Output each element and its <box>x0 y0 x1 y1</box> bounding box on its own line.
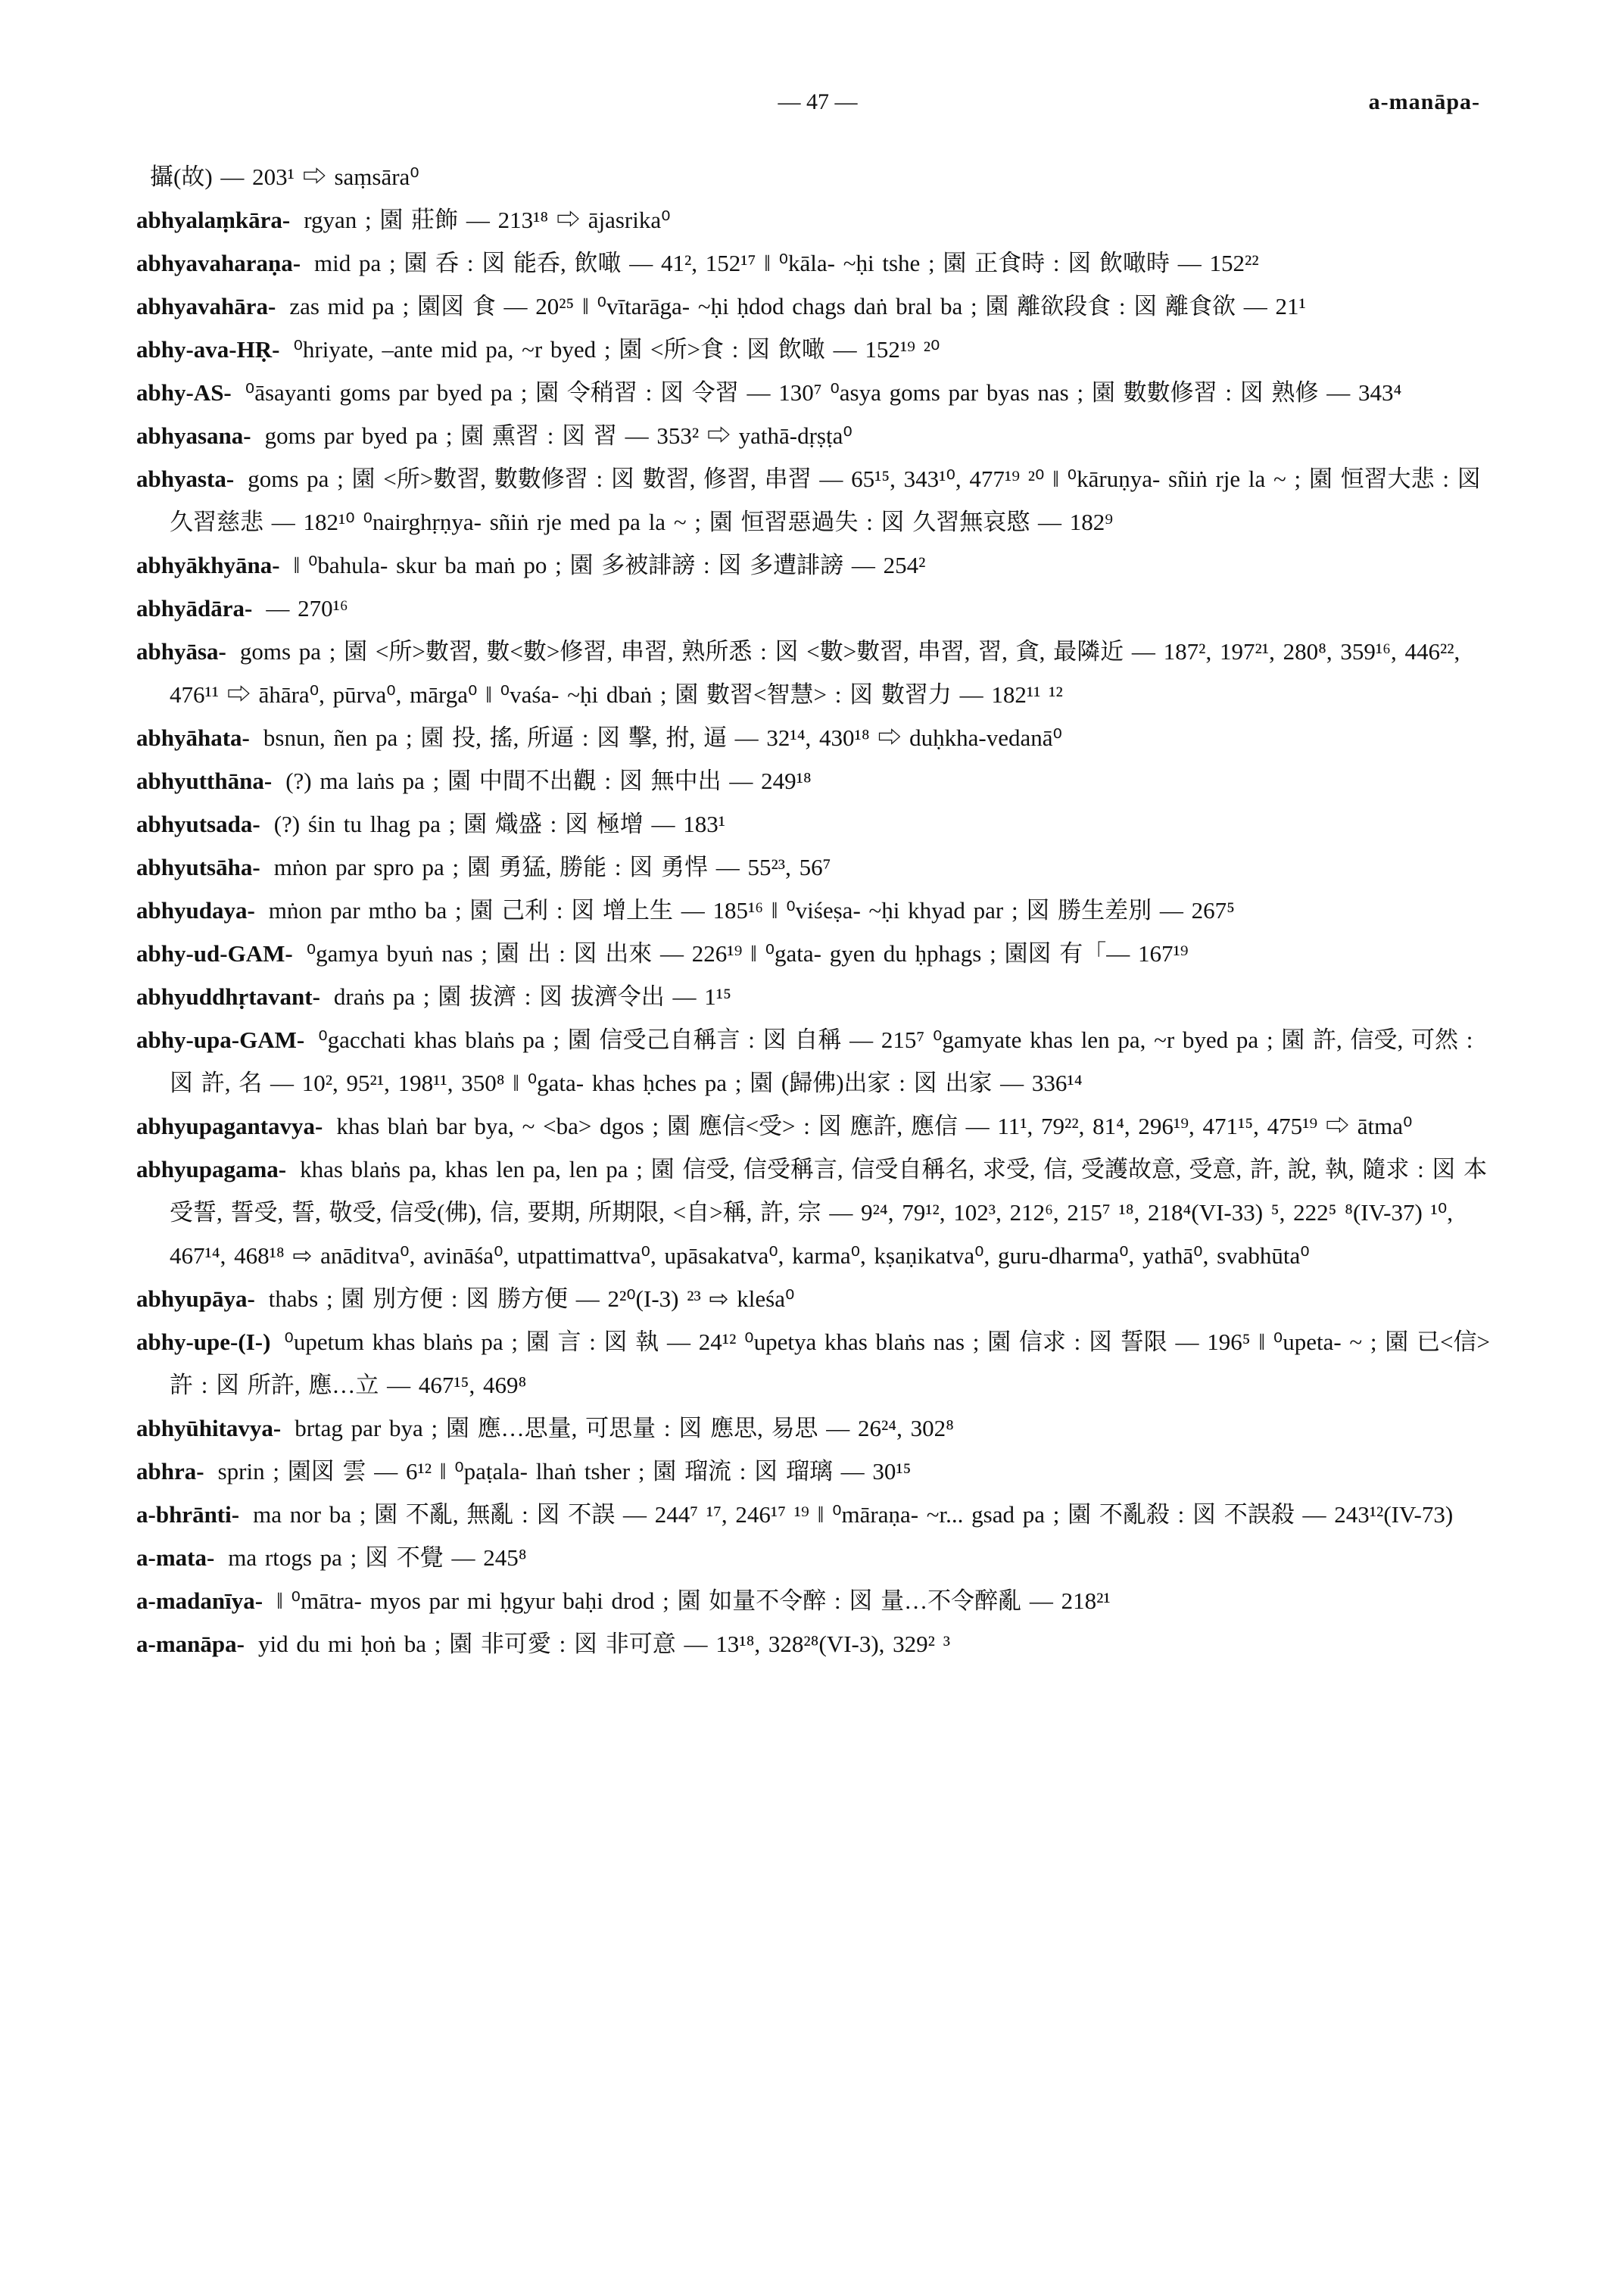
entry-body: rgyan ; 園 莊飾 — 213¹⁸ ⇨ ājasrika⁰ <box>304 207 671 233</box>
dictionary-entry <box>136 1407 1492 1450</box>
entry-body: zas mid pa ; 園図 食 — 20²⁵ ‖ ⁰vītarāga- ~ḥi ḥdod chags daṅ bral ba ; 園 離欲段食 : 図 離食欲 — 21¹ <box>289 293 1306 319</box>
entry-body: ⁰gacchati khas blaṅs pa ; 園 信受己自稱言 : 図 自稱 — 215⁷ ⁰gamyate khas len pa, ~r byed pa ; 園 許, 信受, 可然 : 図 許, 名 — 10², 95²¹, 198¹¹, 350⁸ ‖ ⁰gata- khas ḥches pa ; 園 (歸佛)出家 : 図 出家 — 336¹⁴ <box>170 1027 1473 1096</box>
entry-body: ‖ ⁰mātra- myos par mi ḥgyur baḥi drod ; 園 如量不令醉 : 図 量…不令醉亂 — 218²¹ <box>276 1587 1111 1614</box>
page-number: — 47 — <box>778 89 858 114</box>
dictionary-entry <box>136 716 1492 759</box>
entry-headword: abhyāsa- <box>136 638 226 665</box>
entry-headword: abhy-ava-HṚ- <box>136 336 280 363</box>
entry-body: 攝(故) — 203¹ ⇨ saṃsāra⁰ <box>150 164 419 190</box>
dictionary-entry <box>136 285 1492 328</box>
dictionary-entry <box>136 1320 1492 1407</box>
entry-headword: a-manāpa- <box>136 1631 245 1657</box>
dictionary-entry <box>136 198 1492 241</box>
entry-body: (?) śin tu lhag pa ; 園 熾盛 : 図 極增 — 183¹ <box>273 811 726 837</box>
entry-headword: abhyavaharaṇa- <box>136 250 301 276</box>
dictionary-entry <box>136 630 1492 716</box>
entry-body: ‖ ⁰bahula- skur ba maṅ po ; 園 多被誹謗 : 図 多遭誹謗 — 254² <box>293 552 926 578</box>
entry-body: mṅon par spro pa ; 園 勇猛, 勝能 : 図 勇悍 — 55²³, 56⁷ <box>273 854 831 880</box>
entry-headword: a-madanīya- <box>136 1587 263 1614</box>
entry-body: goms par byed pa ; 園 熏習 : 図 習 — 353² ⇨ yathā-dṛṣṭa⁰ <box>264 422 853 449</box>
entry-headword: abhy-AS- <box>136 379 232 406</box>
entry-headword: abhyuddhṛtavant- <box>136 983 320 1010</box>
dictionary-entry <box>136 1018 1492 1104</box>
dictionary-entry <box>136 889 1492 932</box>
entry-headword: abhyutsada- <box>136 811 260 837</box>
entry-body: mid pa ; 園 呑 : 図 能呑, 飲噉 — 41², 152¹⁷ ‖ ⁰kāla- ~ḥi tshe ; 園 正食時 : 図 飲噉時 — 152²² <box>314 250 1259 276</box>
entry-headword: abhyalaṃkāra- <box>136 207 291 233</box>
entry-body: ⁰upetum khas blaṅs pa ; 園 言 : 図 執 — 24¹² ⁰upetya khas blaṅs nas ; 園 信求 : 図 誓限 — 196⁵ ‖ ⁰upeta- ~ ; 園 已<信>許 : 図 所許, 應…立 — 467¹⁵, 469⁸ <box>170 1329 1491 1398</box>
entry-body: goms pa ; 園 <所>數習, 數數修習 : 図 數習, 修習, 串習 — 65¹⁵, 343¹⁰, 477¹⁹ ²⁰ ‖ ⁰kāruṇya- sñiṅ rje la ~ ; 園 恒習大悲 : 図 久習慈悲 — 182¹⁰ ⁰nairghṛṇya- sñiṅ rje med pa la ~ ; 園 恒習惡過失 : 図 久習無哀愍 — 182⁹ <box>170 466 1481 535</box>
dictionary-entry <box>136 1277 1492 1320</box>
dictionary-entry <box>136 1493 1492 1536</box>
running-head: a-manāpa- <box>1368 89 1480 114</box>
dictionary-entry <box>136 1536 1492 1579</box>
entry-body: sprin ; 園図 雲 — 6¹² ‖ ⁰paṭala- lhaṅ tsher ; 園 瑠流 : 図 瑠璃 — 30¹⁵ <box>217 1458 912 1485</box>
entry-body: thabs ; 園 別方便 : 図 勝方便 — 2²⁰(I-3) ²³ ⇨ kleśa⁰ <box>268 1285 795 1312</box>
entry-body: yid du mi ḥoṅ ba ; 園 非可愛 : 図 非可意 — 13¹⁸, 328²⁸(VI-3), 329² ³ <box>257 1631 950 1657</box>
dictionary-entry <box>136 457 1492 544</box>
entry-body: ma nor ba ; 園 不亂, 無亂 : 図 不誤 — 244⁷ ¹⁷, 246¹⁷ ¹⁹ ‖ ⁰māraṇa- ~r... gsad pa ; 園 不亂殺 : 図 不誤殺 — 243¹²(IV-73) <box>253 1501 1454 1528</box>
entry-headword: abhy-ud-GAM- <box>136 940 293 967</box>
entry-body: ⁰gamya byuṅ nas ; 園 出 : 図 出來 — 226¹⁹ ‖ ⁰gata- gyen du ḥphags ; 園図 有「— 167¹⁹ <box>306 940 1189 967</box>
entry-headword: abhyūhitavya- <box>136 1415 282 1441</box>
entry-headword: abhyādāra- <box>136 595 253 622</box>
entry-headword: abhyavahāra- <box>136 293 276 319</box>
entry-body: goms pa ; 園 <所>數習, 數<數>修習, 串習, 熟所悉 : 図 <數>數習, 串習, 習, 貪, 最隣近 — 187², 197²¹, 280⁸, 359¹⁶, 446²², 476¹¹ ⇨ āhāra⁰, pūrva⁰, mārga⁰ ‖ ⁰vaśa- ~ḥi dbaṅ ; 園 數習<智慧> : 図 數習力 — 182¹¹ ¹² <box>170 638 1460 708</box>
entry-headword: abhyasana- <box>136 422 251 449</box>
entry-body: draṅs pa ; 園 拔濟 : 図 拔濟令出 — 1¹⁵ <box>333 983 731 1010</box>
entry-headword: abhyasta- <box>136 466 235 492</box>
dictionary-entry <box>136 587 1492 630</box>
dictionary-entry <box>136 932 1492 975</box>
dictionary-entry <box>136 328 1492 371</box>
entry-body: — 270¹⁶ <box>266 595 348 622</box>
entry-headword: abhyākhyāna- <box>136 552 280 578</box>
entry-body: bsnun, ñen pa ; 園 投, 搖, 所逼 : 図 擊, 拊, 逼 — 32¹⁴, 430¹⁸ ⇨ duḥkha-vedanā⁰ <box>263 724 1062 751</box>
entry-body: khas blaṅs pa, khas len pa, len pa ; 園 信受, 信受稱言, 信受自稱名, 求受, 信, 受護故意, 受意, 許, 說, 執, 隨求 : 図 本受誓, 誓受, 誓, 敬受, 信受(佛), 信, 要期, 所期限, <自>稱, 許, 宗 — 9²⁴, 79¹², 102³, 212⁶, 215⁷ ¹⁸, 218⁴(VI-33) ⁵, 222⁵ ⁸(IV-37) ¹⁰, 467¹⁴, 468¹⁸ ⇨ anāditva⁰, avināśa⁰, utpattimattva⁰, upāsakatva⁰, karma⁰, kṣaṇikatva⁰, guru-dharma⁰, yathā⁰, svabhūta⁰ <box>170 1156 1488 1269</box>
dictionary-entry <box>136 802 1492 846</box>
entry-headword: abhyutsāha- <box>136 854 260 880</box>
dictionary-entry <box>136 1148 1492 1277</box>
entry-body: ⁰hriyate, –ante mid pa, ~r byed ; 園 <所>食 : 図 飲噉 — 152¹⁹ ²⁰ <box>293 336 940 363</box>
entry-body: ⁰āsayanti goms par byed pa ; 園 令稍習 : 図 令習 — 130⁷ ⁰asya goms par byas nas ; 園 數數修習 : 図 熟修 — 343⁴ <box>245 379 1402 406</box>
entry-body: (?) ma laṅs pa ; 園 中間不出觀 : 図 無中出 — 249¹⁸ <box>285 768 812 794</box>
entry-list <box>136 155 1492 1665</box>
entry-body: brtag par bya ; 園 應…思量, 可思量 : 図 應思, 易思 — 26²⁴, 302⁸ <box>295 1415 954 1441</box>
dictionary-entry <box>136 759 1492 802</box>
dictionary-entry <box>136 155 1492 198</box>
dictionary-entry <box>136 371 1492 414</box>
entry-headword: abhyutthāna- <box>136 768 273 794</box>
entry-headword: abhra- <box>136 1458 204 1485</box>
entry-headword: abhyupagama- <box>136 1156 287 1182</box>
dictionary-entry <box>136 846 1492 889</box>
entry-headword: abhy-upa-GAM- <box>136 1027 305 1053</box>
dictionary-entry <box>136 241 1492 285</box>
dictionary-entry <box>136 1450 1492 1493</box>
entry-body: ma rtogs pa ; 図 不覺 — 245⁸ <box>228 1544 527 1571</box>
dictionary-entry <box>136 975 1492 1018</box>
dictionary-entry <box>136 1579 1492 1622</box>
entry-headword: abhy-upe-(I-) <box>136 1329 271 1355</box>
entry-headword: abhyāhata- <box>136 724 250 751</box>
entry-headword: a-bhrānti- <box>136 1501 240 1528</box>
dictionary-entry <box>136 1622 1492 1665</box>
dictionary-entry <box>136 544 1492 587</box>
dictionary-entry <box>136 414 1492 457</box>
entry-headword: a-mata- <box>136 1544 215 1571</box>
entry-headword: abhyudaya- <box>136 897 255 924</box>
entry-headword: abhyupāya- <box>136 1285 255 1312</box>
entry-body: khas blaṅ bar bya, ~ <ba> dgos ; 園 應信<受> : 図 應許, 應信 — 11¹, 79²², 81⁴, 296¹⁹, 471¹⁵, 475¹⁹ ⇨ ātma⁰ <box>336 1113 1413 1139</box>
dictionary-entry <box>136 1104 1492 1148</box>
entry-headword: abhyupagantavya- <box>136 1113 323 1139</box>
entry-body: mṅon par mtho ba ; 園 己利 : 図 增上生 — 185¹⁶ ‖ ⁰viśeṣa- ~ḥi khyad par ; 図 勝生差別 — 267⁵ <box>268 897 1235 924</box>
